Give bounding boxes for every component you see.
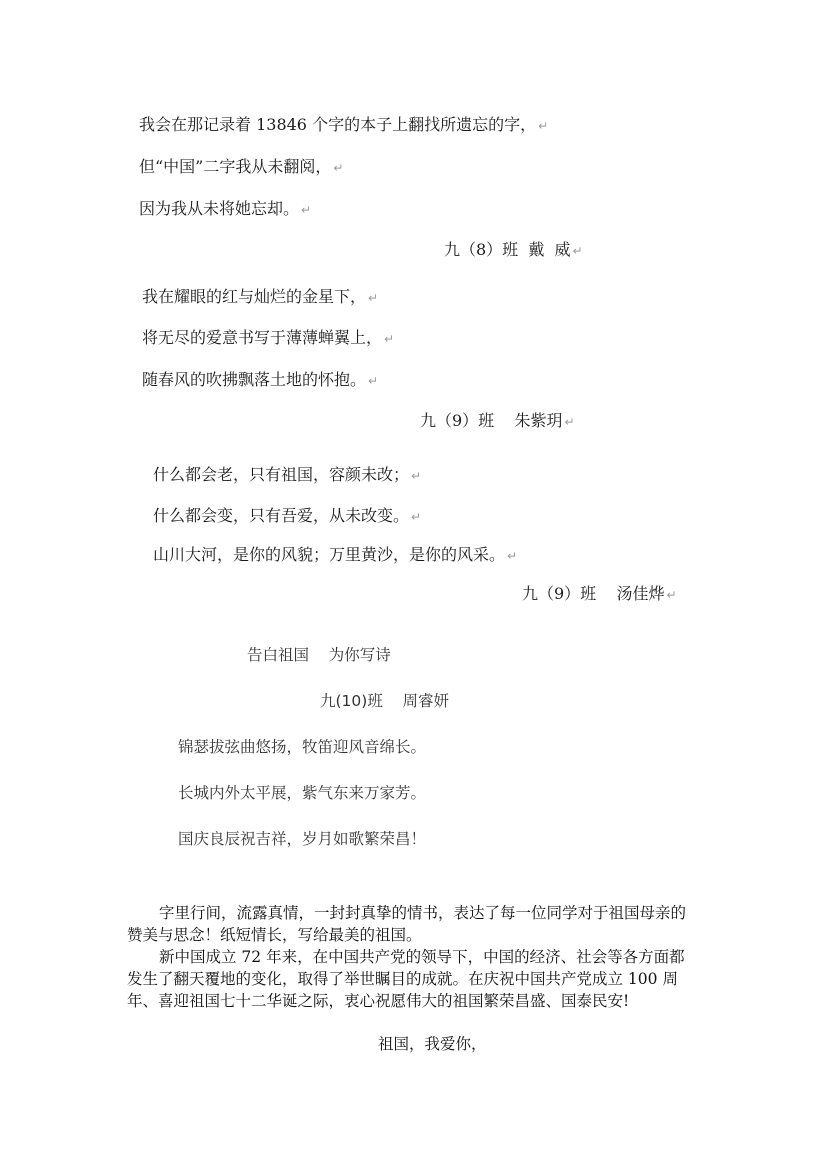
poem1-author-text: 九（8）班 戴 威 <box>444 240 571 259</box>
poem3-line-2 <box>153 506 421 527</box>
poem4-line-1: 锦瑟拔弦曲悠扬，牧笛迎风音绵长。 <box>178 738 427 756</box>
return-mark-icon: ↵ <box>666 588 677 602</box>
poem1-line-2-text: 但“中国”二字我从未翻阅， <box>139 157 332 176</box>
poem2-author-text: 九（9）班 朱紫玥 <box>420 411 563 430</box>
return-mark-icon: ↵ <box>333 161 344 175</box>
return-mark-icon: ↵ <box>538 119 549 133</box>
poem1-line-2 <box>139 157 343 178</box>
poem4-title: 告白祖国 为你写诗 <box>247 646 391 664</box>
poem2-line-2 <box>142 328 394 349</box>
poem3-line-1-text: 什么都会老，只有祖国，容颜未改； <box>153 465 410 484</box>
poem2-line-1-text: 我在耀眼的红与灿烂的金星下， <box>142 287 367 306</box>
poem2-line-3 <box>142 370 378 391</box>
return-mark-icon: ↵ <box>411 469 422 483</box>
poem3-line-2-text: 什么都会变，只有吾爱，从未改变。 <box>153 506 410 525</box>
return-mark-icon: ↵ <box>564 415 575 429</box>
poem4-author: 九(10)班 周睿妍 <box>320 692 450 710</box>
return-mark-icon: ↵ <box>572 244 583 258</box>
return-mark-icon: ↵ <box>507 549 518 563</box>
return-mark-icon: ↵ <box>301 203 312 217</box>
poem1-line-1 <box>139 115 548 136</box>
return-mark-icon: ↵ <box>368 374 379 388</box>
poem3-line-1 <box>153 465 421 486</box>
poem3-line-3 <box>153 545 517 566</box>
return-mark-icon: ↵ <box>384 332 395 346</box>
poem1-line-3-text: 因为我从未将她忘却。 <box>139 199 300 218</box>
poem2-line-2-text: 将无尽的爱意书写于薄薄蝉翼上， <box>142 328 383 347</box>
closing-paragraph-2: 新中国成立 72 年来，在中国共产党的领导下，中国的经济、社会等各方面都发生了翻天覆地的变化，取得了举世瞩目的成就。在庆祝中国共产党成立 100 周年、喜迎祖国七十二华诞之际，衷心祝愿伟大的祖国繁荣昌盛、国泰民安! <box>127 948 685 1010</box>
poem4-line-2: 长城内外太平展，紫气东来万家芳。 <box>178 784 427 802</box>
poem3-line-3-text: 山川大河，是你的风貌；万里黄沙，是你的风采。 <box>153 545 506 564</box>
poem1-line-1-text: 我会在那记录着 13846 个字的本子上翻找所遗忘的字， <box>139 115 537 134</box>
poem4-line-3: 国庆良辰祝吉祥，岁月如歌繁荣昌！ <box>178 830 427 848</box>
poem1-author <box>444 240 583 261</box>
return-mark-icon: ↵ <box>368 291 379 305</box>
poem1-line-3 <box>139 199 311 220</box>
return-mark-icon: ↵ <box>411 510 422 524</box>
poem2-line-3-text: 随春风的吹拂飘落土地的怀抱。 <box>142 370 367 389</box>
poem2-author <box>420 411 575 432</box>
closing-section <box>127 902 693 1012</box>
poem2-line-1 <box>142 287 378 308</box>
closing-paragraph-1: 字里行间，流露真情，一封封真挚的情书，表达了每一位同学对于祖国母亲的赞美与思念！纸短情长，写给最美的祖国。 <box>127 904 687 944</box>
closing-signoff: 祖国，我爱你， <box>378 1035 487 1053</box>
poem3-author-text: 九（9）班 汤佳烨 <box>522 584 665 603</box>
poem3-author <box>522 584 677 605</box>
